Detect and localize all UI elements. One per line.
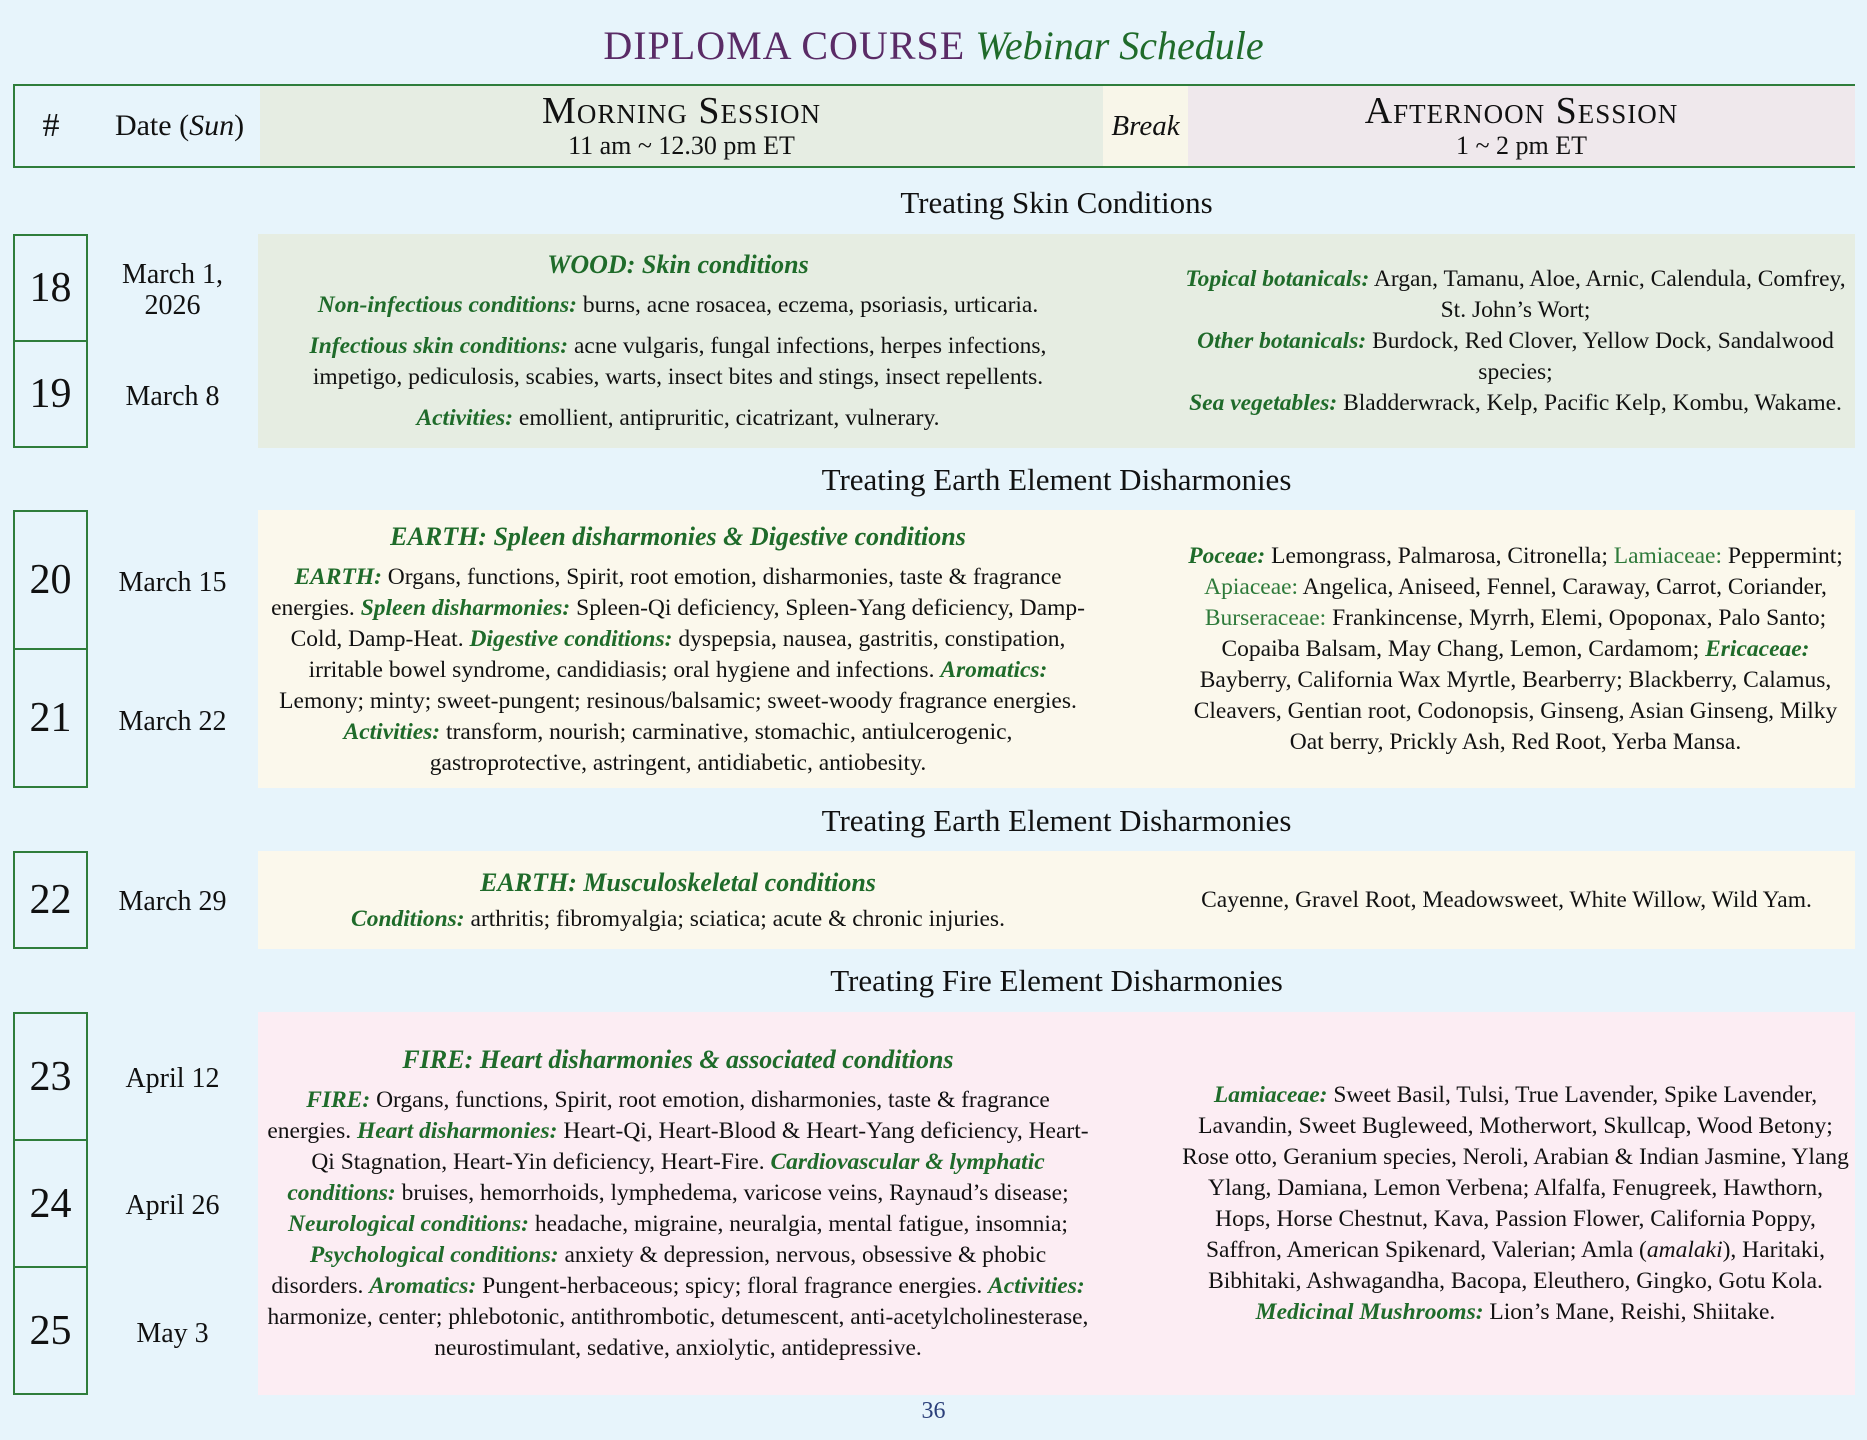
label: Medicinal Mushrooms: <box>1255 1298 1484 1325</box>
header-morning-session <box>260 86 1103 166</box>
section-content <box>258 851 1855 949</box>
label: Cardiovascular & lymphatic conditions: <box>287 1149 1045 1206</box>
botanical-list <box>1189 388 1842 419</box>
text: burns, acne rosacea, eczema, psoriasis, urticaria. <box>576 292 1039 318</box>
text: Pungent-herbaceous; spicy; floral fragrance energies. <box>476 1273 989 1299</box>
label: Activities: <box>416 405 514 431</box>
text: anxiety & depression, nervous, obsessive & phobic disorders. <box>271 1242 1047 1299</box>
botanical-list <box>1256 1297 1776 1328</box>
text: Lemony; minty; sweet-pungent; resinous/balsamic; sweet-woody fragrance energies. <box>279 687 1077 714</box>
label: Sea vegetables: <box>1189 389 1338 416</box>
text: Frankincense, Myrrh, Elemi, Opoponax, Palo Santo; Copaiba Balsam, May Chang, Lemon, Cardamom; <box>1221 604 1827 662</box>
label: Aromatics: <box>369 1273 477 1299</box>
session-date: May 3 <box>136 1318 209 1349</box>
text: Lion’s Mane, Reishi, Shiitake. <box>1483 1298 1776 1325</box>
label: FIRE: <box>306 1087 371 1113</box>
topic-heading: FIRE: Heart disharmonies & associated conditions <box>402 1045 954 1074</box>
session-number: 20 <box>13 510 88 650</box>
session-date: April 26 <box>125 1190 220 1221</box>
label: Psychological conditions: <box>309 1242 559 1268</box>
morning-session-time: 11 am ~ 12.30 pm ET <box>568 131 795 160</box>
text: Bayberry, California Wax Myrtle, Bearberry; Blackberry, Calamus, Cleavers, Gentian root, Codonopsis, Ginseng, Asian Ginseng, Milky Oat berry, Prickly Ash, Red Root, Yerba Mansa. <box>1193 666 1838 755</box>
topic-paragraph <box>264 331 1092 393</box>
label: Poceae: <box>1188 542 1266 569</box>
label: Conditions: <box>351 905 465 932</box>
label: Digestive conditions: <box>469 625 673 652</box>
afternoon-content <box>1176 234 1855 448</box>
section-content <box>258 510 1855 788</box>
text: arthritis; fibromyalgia; sciatica; acute & chronic injuries. <box>464 905 1005 932</box>
text: Spleen-Qi deficiency, Spleen-Yang deficiency, Damp-Cold, Damp-Heat. <box>290 594 1085 652</box>
session-date: April 12 <box>125 1063 220 1094</box>
afternoon-session-time: 1 ~ 2 pm ET <box>1455 131 1588 160</box>
text: Peppermint; <box>1722 542 1843 569</box>
session-date: March 15 <box>118 567 227 598</box>
text: emollient, antipruritic, cicatrizant, vulnerary. <box>513 405 940 431</box>
label: Neurological conditions: <box>288 1211 529 1237</box>
page-number: 36 <box>921 1398 946 1424</box>
botanical-list <box>1182 1080 1849 1297</box>
family-label: Burseraceae: <box>1204 604 1327 631</box>
morning-session-title: Morning Session <box>542 90 821 132</box>
morning-content <box>258 1012 1098 1395</box>
text: Heart-Qi, Heart-Blood & Heart-Yang deficiency, Heart-Qi Stagnation, Heart-Yin deficiency, Heart-Fire. <box>311 1118 1089 1175</box>
text: dyspepsia, nausea, gastritis, constipation, irritable bowel syndrome, candidiasis; oral hygiene and infections. <box>308 625 1066 683</box>
header-date <box>87 86 272 166</box>
botanical-list: Cayenne, Gravel Root, Meadowsweet, White Willow, Wild Yam. <box>1201 886 1812 913</box>
label: Activities: <box>343 718 441 745</box>
schedule-header <box>13 84 1855 168</box>
morning-content <box>258 851 1098 949</box>
session-number: 23 <box>13 1012 88 1141</box>
topic-heading: EARTH: Musculoskeletal conditions <box>480 867 876 897</box>
page-title <box>0 18 1867 74</box>
session-date: March 1, 2026 <box>121 259 224 321</box>
afternoon-session-title: Afternoon Session <box>1364 90 1679 132</box>
session-number: 19 <box>13 340 88 448</box>
label: Ericaceae: <box>1705 635 1810 662</box>
text: ), Haritaki, Bibhitaki, Ashwagandha, Bacopa, Eleuthero, Gingko, Gotu Kola. <box>1208 1236 1826 1294</box>
header-number: # <box>42 107 60 144</box>
session-number: 25 <box>13 1266 88 1395</box>
topic-paragraph <box>318 290 1038 321</box>
afternoon-content <box>1176 1012 1855 1395</box>
section-title: Treating Fire Element Disharmonies <box>830 963 1283 998</box>
header-date-label: Date ( <box>114 109 190 142</box>
session-date: March 22 <box>118 706 227 737</box>
label: Heart disharmonies: <box>357 1118 558 1144</box>
label: EARTH: <box>294 563 382 590</box>
botanical-list <box>1182 541 1849 758</box>
text: transform, nourish; carminative, stomachic, antiulcerogenic, gastroprotective, astringent, antidiabetic, antiobesity. <box>429 718 1013 776</box>
text: Bladderwrack, Kelp, Pacific Kelp, Kombu, Wakame. <box>1337 389 1842 416</box>
section-title: Treating Earth Element Disharmonies <box>821 462 1292 497</box>
text: Organs, functions, Spirit, root emotion, disharmonies, taste & fragrance energies. <box>267 1087 1050 1144</box>
label: Other botanicals: <box>1197 327 1367 354</box>
label: Lamiaceae: <box>1213 1081 1328 1108</box>
morning-content <box>258 234 1098 448</box>
family-label: Lamiaceae: <box>1613 542 1723 569</box>
session-number: 18 <box>13 234 88 342</box>
header-afternoon-session <box>1188 86 1855 166</box>
text: bruises, hemorrhoids, lymphedema, varicose veins, Raynaud’s disease; <box>395 1180 1069 1206</box>
section-content <box>258 1012 1855 1395</box>
session-number: 21 <box>13 648 88 788</box>
text: Argan, Tamanu, Aloe, Arnic, Calendula, Comfrey, St. John’s Wort; <box>1369 265 1846 323</box>
text: Burdock, Red Clover, Yellow Dock, Sandalwood species; <box>1366 327 1834 385</box>
text: acne vulgaris, fungal infections, herpes infections, impetigo, pediculosis, scabies, warts, insect bites and stings, insect repellents. <box>312 333 1047 390</box>
topic-heading: EARTH: Spleen disharmonies & Digestive conditions <box>390 521 966 551</box>
text: harmonize, center; phlebotonic, antithrombotic, detumescent, anti-acetylcholinesterase, neurostimulant, sedative, anxiolytic, antidepressive. <box>267 1304 1089 1361</box>
topic-paragraph <box>264 1085 1092 1364</box>
session-date: March 29 <box>118 886 227 917</box>
topic-paragraph <box>416 403 939 434</box>
session-number: 24 <box>13 1139 88 1268</box>
label: Infectious skin conditions: <box>309 333 569 359</box>
section-title: Treating Skin Conditions <box>900 185 1213 220</box>
text: Lemongrass, Palmarosa, Citronella; <box>1265 542 1614 569</box>
text: Sweet Basil, Tulsi, True Lavender, Spike Lavender, Lavandin, Sweet Bugleweed, Motherwort, Skullcap, Wood Betony; Rose otto, Geranium species, Neroli, Arabian & Indian Jasmine, Ylang Ylang, Damiana, Lemon Verbena; Alfalfa, Fenugreek, Hawthorn, Hops, Horse Chestnut, Kava, Passion Flower, California Poppy, Saffron, American Spikenard, Valerian; Amla ( <box>1182 1081 1849 1263</box>
text: Organs, functions, Spirit, root emotion, disharmonies, taste & fragrance energies. <box>271 563 1062 621</box>
header-break: Break <box>1103 86 1188 166</box>
title-main: DIPLOMA COURSE <box>603 23 966 68</box>
family-label: Apiaceae: <box>1204 573 1299 600</box>
text-italic: amalaki <box>1646 1236 1723 1263</box>
text: Angelica, Aniseed, Fennel, Caraway, Carrot, Coriander, <box>1298 573 1827 600</box>
label: Topical botanicals: <box>1185 265 1370 292</box>
topic-heading: WOOD: Skin conditions <box>547 250 809 279</box>
label: Aromatics: <box>940 656 1048 683</box>
section-content <box>258 234 1855 448</box>
afternoon-content <box>1176 510 1855 788</box>
morning-content <box>258 510 1098 788</box>
label: Spleen disharmonies: <box>360 594 571 621</box>
header-date-day: Sun <box>189 109 235 142</box>
section-title: Treating Earth Element Disharmonies <box>821 803 1292 838</box>
title-sub: Webinar Schedule <box>975 23 1264 68</box>
text: headache, migraine, neuralgia, mental fatigue, insomnia; <box>528 1211 1068 1237</box>
session-number: 22 <box>13 851 88 949</box>
label: Non-infectious conditions: <box>317 292 577 318</box>
topic-paragraph <box>351 904 1005 935</box>
topic-paragraph <box>264 562 1092 779</box>
header-date-close: ) <box>234 109 245 142</box>
label: Activities: <box>988 1273 1085 1299</box>
botanical-list <box>1182 326 1849 388</box>
session-date: March 8 <box>125 381 220 412</box>
botanical-list <box>1182 264 1849 326</box>
afternoon-content <box>1158 851 1855 949</box>
